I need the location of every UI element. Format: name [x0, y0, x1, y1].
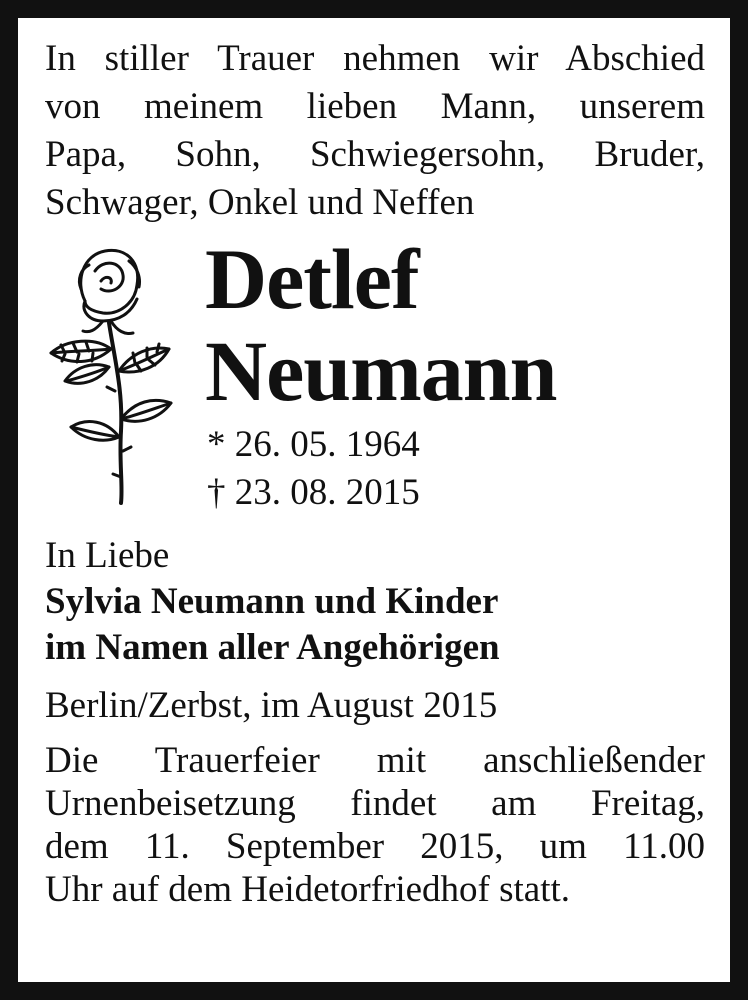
- obituary-content: [45, 35, 705, 911]
- deceased-name: [205, 233, 556, 417]
- intro-text: [45, 35, 705, 227]
- mourner-line: im Namen aller Angehörigen: [45, 627, 500, 668]
- name-block: [45, 233, 705, 533]
- intro-line: In stiller Trauer nehmen wir Abschied: [45, 38, 705, 79]
- funeral-line: Uhr auf dem Heidetorfriedhof statt.: [45, 869, 571, 910]
- life-dates: [207, 421, 420, 517]
- death-date: † 23. 08. 2015: [207, 472, 420, 513]
- mourner-line: Sylvia Neumann und Kinder: [45, 581, 499, 622]
- funeral-line: Die Trauerfeier mit anschließender: [45, 740, 705, 781]
- greeting: In Liebe: [45, 535, 170, 576]
- funeral-notice: [45, 739, 705, 911]
- first-name: Detlef: [205, 231, 419, 327]
- funeral-line: Urnenbeisetzung findet am Freitag,: [45, 783, 705, 824]
- last-name: Neumann: [205, 323, 557, 419]
- signature-block: [45, 533, 705, 671]
- birth-date: * 26. 05. 1964: [207, 424, 420, 465]
- rose-icon: [45, 241, 185, 511]
- funeral-line: dem 11. September 2015, um 11.00: [45, 826, 705, 867]
- intro-line: Papa, Sohn, Schwiegersohn, Bruder,: [45, 134, 705, 175]
- intro-line: Schwager, Onkel und Neffen: [45, 182, 475, 223]
- place-date: Berlin/Zerbst, im August 2015: [45, 685, 498, 726]
- intro-line: von meinem lieben Mann, unserem: [45, 86, 705, 127]
